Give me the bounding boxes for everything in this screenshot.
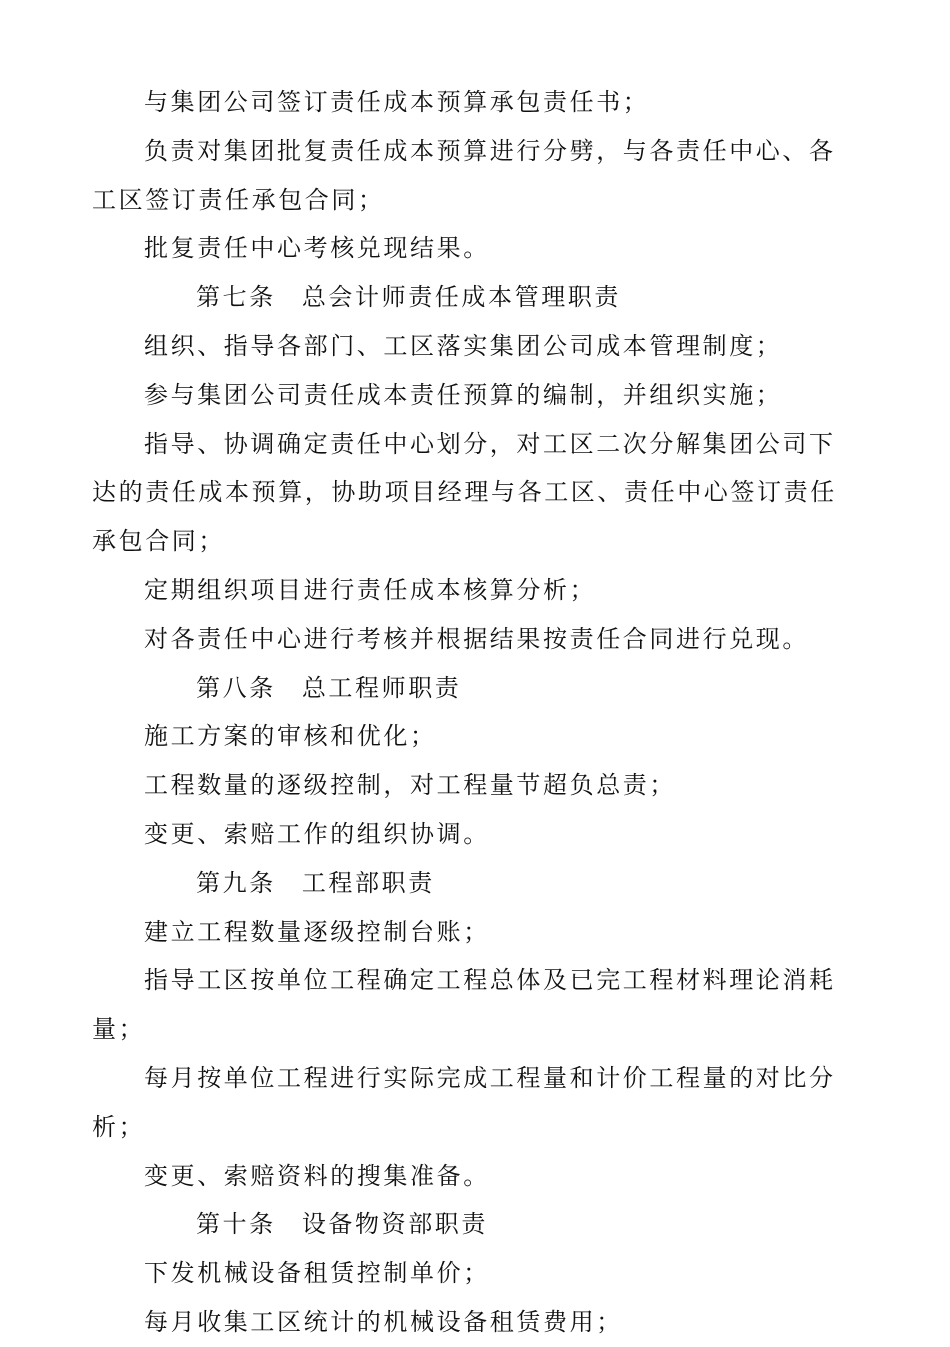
paragraph: 变更、索赔资料的搜集准备。 — [144, 1161, 490, 1190]
article-heading — [92, 664, 862, 713]
document-body — [92, 78, 862, 1347]
paragraph: 负责对集团批复责任成本预算进行分劈，与各责任中心、各工区签订责任承包合同； — [92, 136, 836, 214]
article-number: 第七条 — [196, 283, 276, 312]
paragraph: 指导工区按单位工程确定工程总体及已完工程材料理论消耗量； — [92, 966, 836, 1044]
article-title: 总会计师责任成本管理职责 — [301, 283, 622, 312]
paragraph: 工程数量的逐级控制，对工程量节超负总责； — [144, 771, 676, 800]
paragraph: 与集团公司签订责任成本预算承包责任书； — [144, 88, 650, 116]
paragraph: 定期组织项目进行责任成本核算分析； — [144, 575, 597, 604]
article-heading — [92, 1200, 862, 1249]
paragraph: 建立工程数量逐级控制台账； — [144, 917, 490, 946]
article-number: 第九条 — [196, 868, 276, 897]
article-heading — [92, 859, 862, 908]
paragraph: 施工方案的审核和优化； — [144, 722, 437, 751]
article-number: 第十条 — [196, 1210, 276, 1239]
paragraph: 参与集团公司责任成本责任预算的编制，并组织实施； — [144, 380, 783, 409]
paragraph: 批复责任中心考核兑现结果。 — [144, 234, 490, 263]
article-title: 总工程师职责 — [301, 673, 462, 702]
paragraph: 指导、协调确定责任中心划分，对工区二次分解集团公司下达的责任成本预算，协助项目经理与各工区、责任中心签订责任承包合同； — [92, 429, 837, 556]
article-title: 工程部职责 — [301, 868, 435, 897]
article-title: 设备物资部职责 — [301, 1210, 489, 1239]
paragraph: 对各责任中心进行考核并根据结果按责任合同进行兑现。 — [144, 624, 809, 653]
paragraph: 每月收集工区统计的机械设备租赁费用； — [144, 1307, 623, 1336]
paragraph: 下发机械设备租赁控制单价； — [144, 1259, 490, 1288]
paragraph: 组织、指导各部门、工区落实集团公司成本管理制度； — [144, 331, 783, 360]
paragraph: 每月按单位工程进行实际完成工程量和计价工程量的对比分析； — [92, 1063, 836, 1141]
article-number: 第八条 — [196, 673, 276, 702]
article-heading — [92, 273, 862, 322]
paragraph: 变更、索赔工作的组织协调。 — [144, 819, 490, 848]
